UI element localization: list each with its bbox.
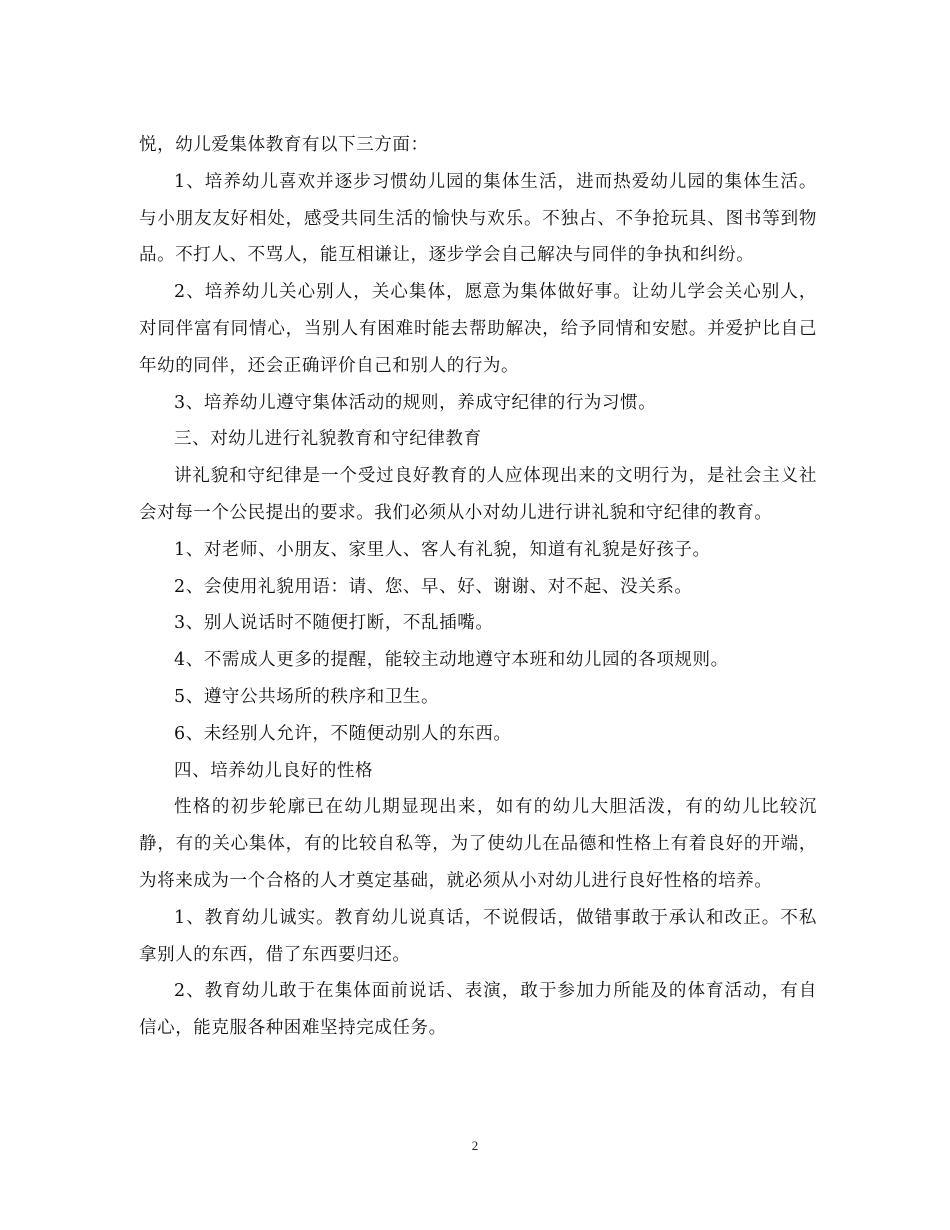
paragraph: 2、会使用礼貌用语：请、您、早、好、谢谢、对不起、没关系。 [174,576,693,597]
paragraph: 4、不需成人更多的提醒，能较主动地遵守本班和幼儿园的各项规则。 [174,650,729,671]
paragraph: 3、培养幼儿遵守集体活动的规则，养成守纪律的行为习惯。 [174,392,657,413]
section-heading: 四、培养幼儿良好的性格 [174,760,374,781]
paragraph: 性格的初步轮廓已在幼儿期显现出来，如有的幼儿大胆活泼，有的幼儿比较沉静，有的关心集体，有的比较自私等，为了使幼儿在品德和性格上有着良好的开端，为将来成为一个合格的人才奠定基础，就必须从小对幼儿进行良好性格的培养。 [139,797,817,891]
paragraph: 1、对老师、小朋友、家里人、客人有礼貌，知道有礼貌是好孩子。 [174,539,711,560]
paragraph: 2、培养幼儿关心别人，关心集体，愿意为集体做好事。让幼儿学会关心别人，对同伴富有同情心，当别人有困难时能去帮助解决，给予同情和安慰。并爱护比自己年幼的同伴，还会正确评价自己和别人的行为。 [139,282,817,376]
document-body [139,127,817,1047]
paragraph: 6、未经别人允许，不随便动别人的东西。 [174,723,512,744]
paragraph: 1、教育幼儿诚实。教育幼儿说真话，不说假话，做错事敢于承认和改正。不私拿别人的东西，借了东西要归还。 [139,907,817,965]
paragraph: 5、遵守公共场所的秩序和卫生。 [174,686,440,707]
paragraph: 2、教育幼儿敢于在集体面前说话、表演，敢于参加力所能及的体育活动，有自信心，能克服各种困难坚持完成任务。 [139,981,817,1039]
page-number: 2 [471,1138,479,1153]
paragraph: 3、别人说话时不随便打断，不乱插嘴。 [174,613,494,634]
paragraph: 讲礼貌和守纪律是一个受过良好教育的人应体现出来的文明行为，是社会主义社会对每一个公民提出的要求。我们必须从小对幼儿进行讲礼貌和守纪律的教育。 [139,466,817,523]
section-heading: 三、对幼儿进行礼貌教育和守纪律教育 [174,429,482,450]
paragraph: 1、培养幼儿喜欢并逐步习惯幼儿园的集体生活，进而热爱幼儿园的集体生活。与小朋友友好相处，感受共同生活的愉快与欢乐。不独占、不争抢玩具、图书等到物品。不打人、不骂人，能互相谦让，逐步学会自己解决与同伴的争执和纠纷。 [139,171,817,266]
paragraph: 悦，幼儿爱集体教育有以下三方面： [139,135,429,155]
